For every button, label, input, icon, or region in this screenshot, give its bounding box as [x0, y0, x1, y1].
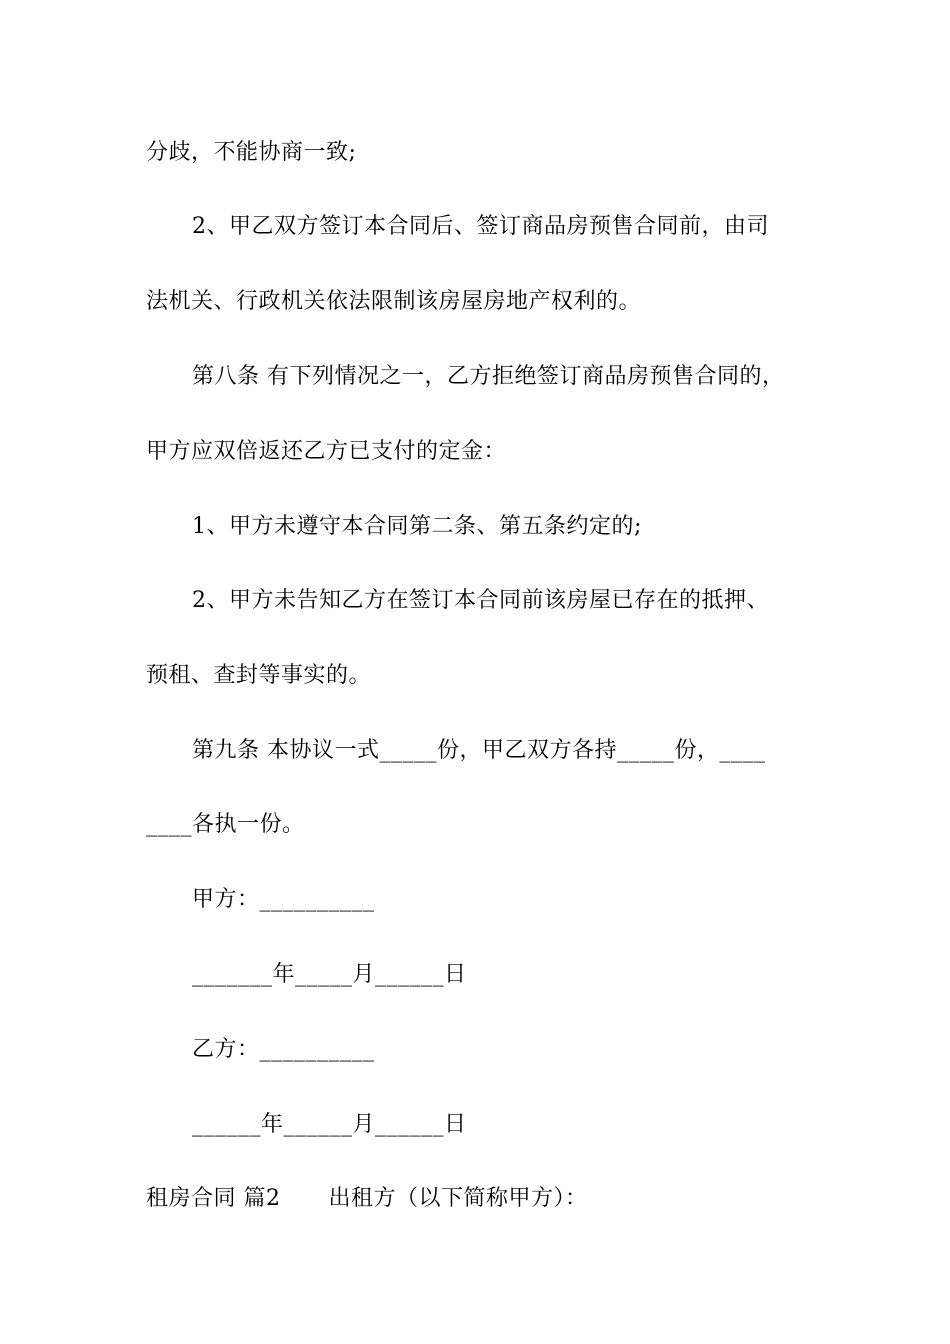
text-line-6: 1、甲方未遵守本合同第二条、第五条约定的;: [192, 514, 642, 539]
text-line-5: 甲方应双倍返还乙方已支付的定金：: [146, 439, 507, 464]
section-title: 租房合同 篇2: [146, 1186, 281, 1211]
text-line-8: 预租、查封等事实的。: [146, 663, 372, 688]
party-b-date-line: ______年______月______日: [192, 1112, 467, 1137]
text-line-9: 第九条 本协议一式_____份，甲乙双方各持_____份，____: [192, 738, 766, 763]
text-line-3: 法机关、行政机关依法限制该房屋房地产权利的。: [146, 289, 642, 314]
text-line-7: 2、甲方未告知乙方在签订本合同前该房屋已存在的抵押、: [192, 588, 769, 613]
party-a-date-line: _______年_____月______日: [192, 962, 467, 987]
text-line-4: 第八条 有下列情况之一，乙方拒绝签订商品房预售合同的，: [192, 364, 785, 389]
lessor-label: 出租方（以下简称甲方）：: [328, 1186, 588, 1211]
text-line-2: 2、甲乙双方签订本合同后、签订商品房预售合同前，由司: [192, 214, 769, 239]
party-b-signature-line: 乙方：__________: [192, 1037, 375, 1062]
next-section-heading: [146, 1184, 826, 1214]
text-line-10: ____各执一份。: [146, 812, 305, 837]
party-a-signature-line: 甲方：__________: [192, 887, 375, 912]
text-line-1: 分歧，不能协商一致;: [146, 140, 357, 165]
